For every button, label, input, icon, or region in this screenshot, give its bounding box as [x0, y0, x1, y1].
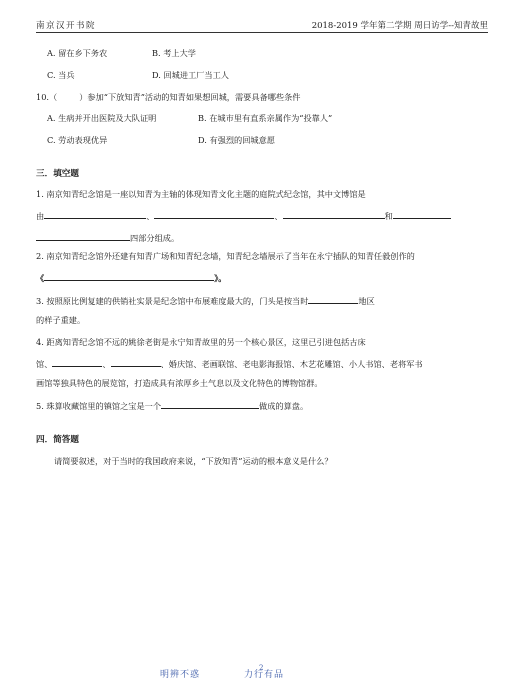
q5-blank[interactable]: [161, 399, 259, 409]
short-answer-q1: 请简要叙述，对于当时的我国政府来说，“下放知青”运动的根本意义是什么？: [54, 456, 333, 466]
fill-q3-line1: 3. 按照原比例复建的供销社实景是纪念馆中布展难度最大的，门头是按当时 地区: [36, 296, 375, 306]
q3-blank[interactable]: [308, 294, 358, 304]
q9-option-a: A. 留在乡下务农: [47, 48, 108, 58]
q10-option-c: C. 劳动表现优异: [47, 135, 108, 145]
q10-option-b: B. 在城市里有直系亲属作为“投靠人”: [198, 113, 333, 123]
q1-blank-2[interactable]: [154, 209, 274, 219]
fill-q5-line: 5. 珠算收藏馆里的镇馆之宝是一个 做成的算盘。: [36, 401, 309, 411]
term-title: 2018-2019 学年第二学期 周日访学--知青故里: [311, 21, 488, 31]
q4-blank-2[interactable]: [111, 357, 161, 367]
q9-option-d: D. 回城进工厂当工人: [152, 70, 229, 80]
fill-q4-line3: 画馆等独具特色的展览馆，打造成具有浓厚乡土气息以及文化特色的博物馆群。: [36, 378, 323, 388]
section-4-title: 四．简答题: [36, 435, 79, 445]
q1-blank-1[interactable]: [44, 209, 146, 219]
footer-motto-right: 力行有品: [244, 670, 285, 680]
q4-blank-1[interactable]: [52, 357, 102, 367]
q10-option-a: A. 生病并开出医院及大队证明: [47, 113, 157, 123]
page-header: [36, 19, 488, 33]
q1-blank-5[interactable]: [36, 231, 130, 241]
fill-q4-line2: 馆、 、 、婚庆馆、老画联馆、老电影海报馆、木艺花雕馆、小人书馆、老将军书: [36, 359, 423, 369]
fill-q2-line1: 2. 南京知青纪念馆外还建有知青广场和知青纪念墙，知青纪念墙展示了当年在永宁插队的知青任毅创作的: [36, 251, 415, 261]
q1-blank-3[interactable]: [283, 209, 385, 219]
fill-q3-line2: 的样子重建。: [36, 315, 86, 325]
fill-q1-line2: 由 、 、 和: [36, 209, 451, 222]
page-number: 2: [259, 664, 264, 672]
q10-option-d: D. 有强烈的回城意愿: [198, 135, 275, 145]
school-name: 南京汉开书院: [36, 21, 97, 31]
q10-stem: [36, 92, 300, 103]
fill-q2-line2: 《 》。: [36, 273, 227, 283]
fill-q4-line1: 4. 距离知青纪念馆不远的姚徐老街是永宁知青故里的另一个核心景区，这里已引进包括古床: [36, 337, 366, 347]
section-3-title: 三．填空题: [36, 169, 79, 179]
q2-blank[interactable]: [44, 271, 214, 281]
q9-option-b: B. 考上大学: [152, 48, 196, 58]
q10-number: 10.（: [36, 92, 58, 102]
q10-text: ）参加“下放知青”活动的知青如果想回城，需要具备哪些条件: [79, 92, 301, 102]
q9-option-c: C. 当兵: [47, 70, 75, 80]
fill-q1-line3: 四部分组成。: [36, 231, 179, 244]
fill-q1-line1: 1. 南京知青纪念馆是一座以知青为主轴的体现知青文化主题的庭院式纪念馆，其中文博馆是: [36, 189, 366, 199]
q1-blank-4[interactable]: [393, 209, 451, 219]
footer-motto-left: 明辨不惑: [160, 670, 201, 680]
